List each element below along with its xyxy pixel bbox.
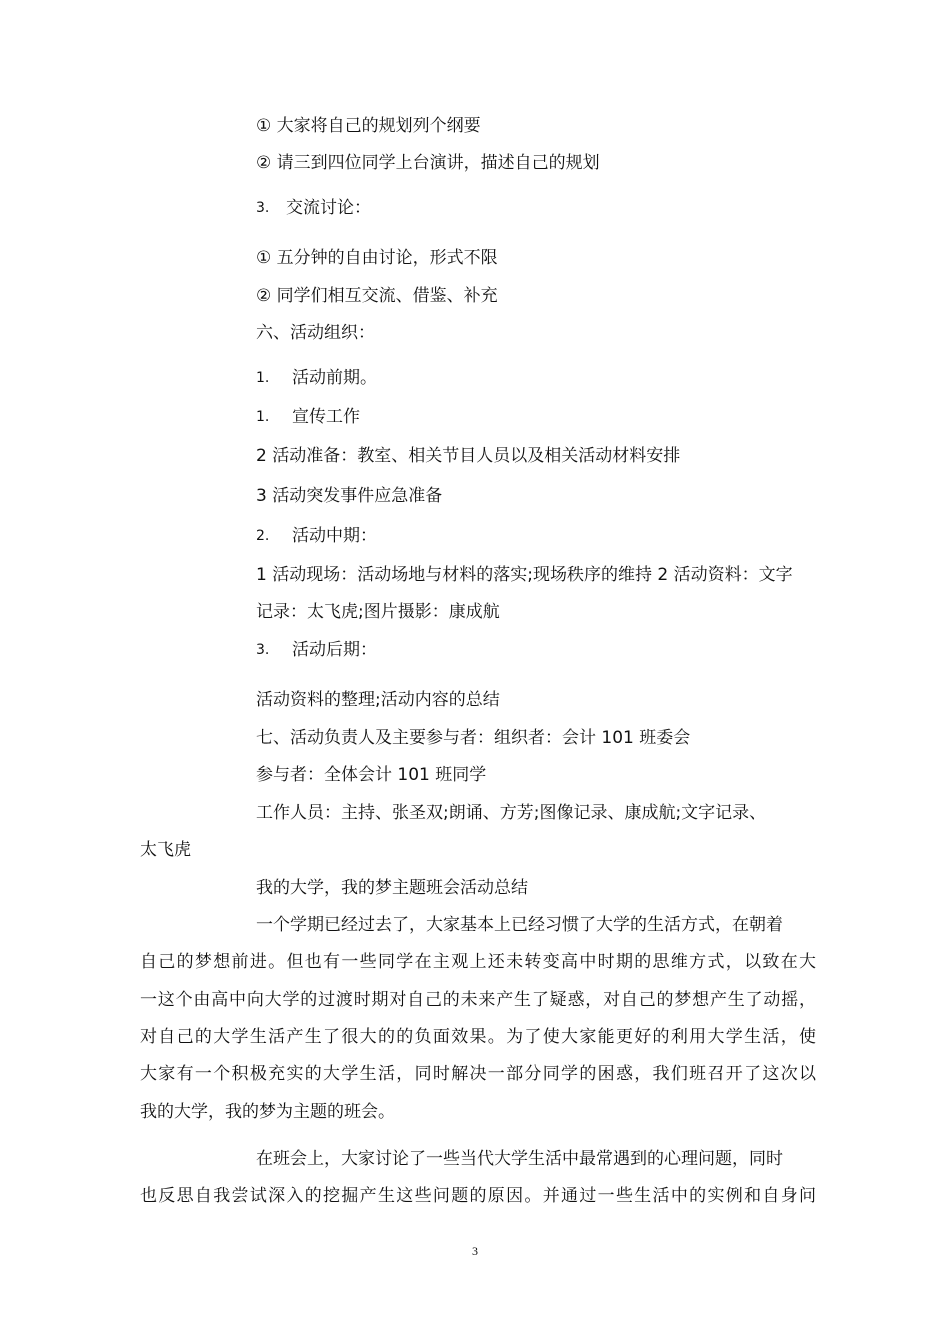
paragraph-line: 一这个由高中向大学的过渡时期对自己的未来产生了疑惑，对自己的梦想产生了动摇， (140, 990, 816, 1010)
paragraph-line: 自己的梦想前进。但也有一些同学在主观上还未转变高中时期的思维方式，以致在大 (140, 952, 816, 972)
text-line: 2 活动准备：教室、相关节目人员以及相关活动材料安排 (256, 446, 681, 466)
list-item-text: 宣传工作 (292, 407, 360, 427)
text-line: 3 活动突发事件应急准备 (256, 486, 443, 506)
list-number: 1. (256, 370, 270, 386)
summary-title: 我的大学，我的梦主题班会活动总结 (256, 878, 528, 898)
list-item: ① 大家将自己的规划列个纲要 (256, 116, 481, 136)
list-item-text: 活动前期。 (292, 368, 377, 388)
paragraph-line: 对自己的大学生活产生了很大的的负面效果。为了使大家能更好的利用大学生活，使 (140, 1027, 816, 1047)
paragraph-line: 我的大学，我的梦为主题的班会。 (140, 1102, 395, 1122)
text-line: 1 活动现场：活动场地与材料的落实;现场秩序的维持 2 活动资料：文字 (256, 565, 793, 585)
page-number: 3 (472, 1244, 478, 1258)
list-item-text: 活动后期： (292, 640, 377, 660)
list-item: ① 五分钟的自由讨论，形式不限 (256, 248, 498, 268)
list-item-text: 活动中期： (292, 526, 377, 546)
list-item: ② 同学们相互交流、借鉴、补充 (256, 286, 498, 306)
paragraph-line: 一个学期已经过去了，大家基本上已经习惯了大学的生活方式，在朝着 (256, 915, 783, 935)
section-heading: 七、活动负责人及主要参与者：组织者：会计 101 班委会 (256, 728, 691, 748)
list-number: 2. (256, 528, 270, 544)
section-heading: 六、活动组织： (256, 323, 375, 343)
text-line: 太飞虎 (140, 840, 191, 860)
text-line: 活动资料的整理;活动内容的总结 (256, 690, 500, 710)
list-number: 3. (256, 200, 270, 216)
list-item-text: 交流讨论： (286, 198, 371, 218)
list-number: 3. (256, 642, 270, 658)
paragraph-line: 大家有一个积极充实的大学生活，同时解决一部分同学的困惑，我们班召开了这次以 (140, 1064, 816, 1084)
list-item: ② 请三到四位同学上台演讲，描述自己的规划 (256, 153, 600, 173)
text-line: 参与者：全体会计 101 班同学 (256, 765, 487, 785)
paragraph-line: 在班会上，大家讨论了一些当代大学生活中最常遇到的心理问题，同时 (256, 1149, 783, 1169)
list-number: 1. (256, 409, 270, 425)
text-line: 工作人员：主持、张圣双;朗诵、方芳;图像记录、康成航;文字记录、 (256, 803, 767, 823)
text-line: 记录：太飞虎;图片摄影：康成航 (256, 602, 500, 622)
paragraph-line: 也反思自我尝试深入的挖掘产生这些问题的原因。并通过一些生活中的实例和自身问 (140, 1186, 816, 1206)
